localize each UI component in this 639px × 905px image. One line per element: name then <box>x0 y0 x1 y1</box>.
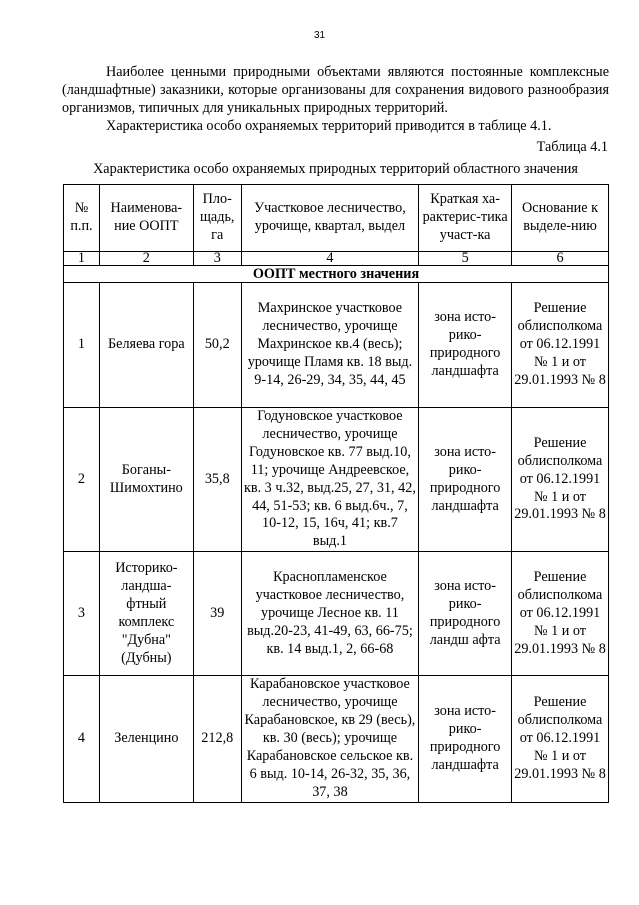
row-location: Краснопламенское участковое лесничество, урочище Лесное кв. 11 выд.20-23, 41-49, 63, 66-75; кв. 14 выд.1, 2, 66-68 <box>241 552 418 676</box>
row-characteristic: зона исто-рико-природного ландшафта <box>419 408 512 552</box>
column-number: 4 <box>241 252 418 266</box>
intro-paragraph: Наиболее ценными природными объектами являются постоянные комплексные (ландшафтные) заказники, которые организованы для сохранения видового разнообразия организмов, типичных для уникальных природных территорий. <box>62 64 609 116</box>
column-number: 6 <box>512 252 609 266</box>
header-cell-area: Пло-щадь, га <box>193 185 241 252</box>
row-basis: Решение облисполкома от 06.12.1991 № 1 и от 29.01.1993 № 8 <box>512 676 609 802</box>
row-number: 2 <box>64 408 100 552</box>
row-characteristic: зона исто-рико-природного ландшафта <box>419 676 512 802</box>
header-cell-name: Наименова-ние ООПТ <box>99 185 193 252</box>
row-location: Годуновское участковое лесничество, урочище Годуновское кв. 77 выд.10, 11; урочище Андреевское, кв. 3 ч.32, выд.25, 27, 31, 42, 44, 51-53; кв. 6 выд.6ч., 7, 10-12, 15, 16ч, 41; кв.7 выд.1 <box>241 408 418 552</box>
row-number: 1 <box>64 283 100 408</box>
table-reference-paragraph: Характеристика особо охраняемых территорий приводится в таблице 4.1. <box>106 118 552 134</box>
row-basis: Решение облисполкома от 06.12.1991 № 1 и от 29.01.1993 № 8 <box>512 408 609 552</box>
table-label: Таблица 4.1 <box>536 139 608 155</box>
column-number: 2 <box>99 252 193 266</box>
row-number: 4 <box>64 676 100 802</box>
section-row <box>64 266 609 283</box>
row-characteristic: зона исто-рико-природного ландш афта <box>419 552 512 676</box>
row-name: Беляева гора <box>99 283 193 408</box>
row-basis: Решение облисполкома от 06.12.1991 № 1 и от 29.01.1993 № 8 <box>512 283 609 408</box>
header-cell-characteristic: Краткая ха-рактерис-тика участ-ка <box>419 185 512 252</box>
header-cell-basis: Основание к выделе-нию <box>512 185 609 252</box>
row-name: Зеленцино <box>99 676 193 802</box>
column-number: 3 <box>193 252 241 266</box>
table-row <box>64 676 609 802</box>
table-row <box>64 408 609 552</box>
protected-areas-table <box>63 184 609 803</box>
row-number: 3 <box>64 552 100 676</box>
row-name: Боганы-Шимохтино <box>99 408 193 552</box>
header-row <box>64 185 609 252</box>
table-row <box>64 283 609 408</box>
page-number: 31 <box>313 30 326 41</box>
row-area: 50,2 <box>193 283 241 408</box>
column-number-row <box>64 252 609 266</box>
table-row <box>64 552 609 676</box>
row-area: 39 <box>193 552 241 676</box>
header-cell-location: Участковое лесничество, урочище, квартал, выдел <box>241 185 418 252</box>
row-area: 212,8 <box>193 676 241 802</box>
row-location: Махринское участковое лесничество, урочище Махринское кв.4 (весь); урочище Пламя кв. 18 выд. 9-14, 26-29, 34, 35, 44, 45 <box>241 283 418 408</box>
section-title: ООПТ местного значения <box>64 266 609 283</box>
row-area: 35,8 <box>193 408 241 552</box>
column-number: 5 <box>419 252 512 266</box>
header-cell-no: № п.п. <box>64 185 100 252</box>
table-caption: Характеристика особо охраняемых природных территорий областного значения <box>93 161 578 177</box>
row-location: Карабановское участковое лесничество, урочище Карабановское, кв 29 (весь), кв. 30 (весь); урочище Карабановское сельское кв. 6 выд. 10-14, 26-32, 35, 36, 37, 38 <box>241 676 418 802</box>
row-name: Историко-ландша-фтный комплекс "Дубна" (Дубны) <box>99 552 193 676</box>
column-number: 1 <box>64 252 100 266</box>
row-characteristic: зона исто-рико-природного ландшафта <box>419 283 512 408</box>
row-basis: Решение облисполкома от 06.12.1991 № 1 и от 29.01.1993 № 8 <box>512 552 609 676</box>
